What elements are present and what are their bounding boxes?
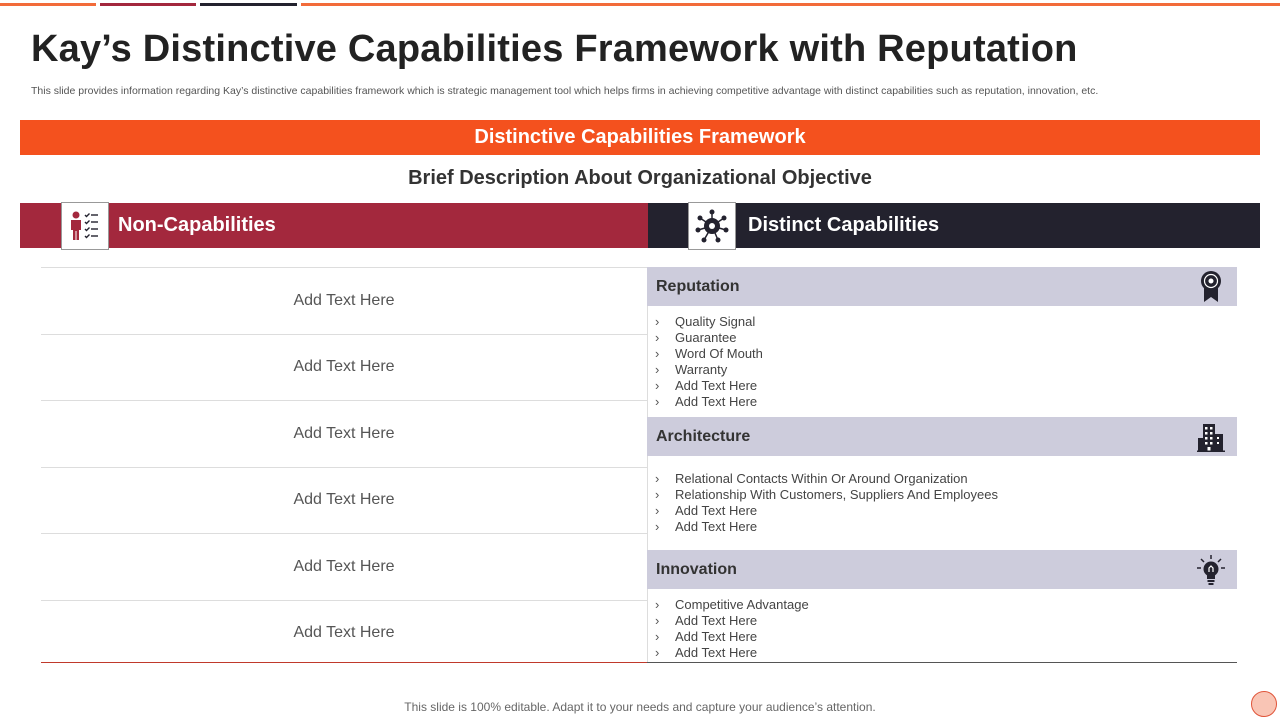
network-gear-icon [688,202,736,250]
section-bullets [647,306,1237,417]
non-capability-row: Add Text Here [41,467,647,534]
section-innovation [647,550,1237,663]
left-bottom-divider [41,662,647,663]
person-checklist-icon [61,202,109,250]
distinct-capabilities-list [647,267,1237,663]
non-capability-row: Add Text Here [41,533,647,600]
list-item: › Add Text Here [655,629,1237,645]
objective-heading: Brief Description About Organizational Objective [408,167,872,189]
list-item: › Add Text Here [655,394,1237,410]
building-icon [1197,420,1225,453]
non-capabilities-header [20,203,648,248]
section-title: Reputation [656,278,740,295]
non-capability-row: Add Text Here [41,267,647,334]
page-title: Kay’s Distinctive Capabilities Framework with Reputation [31,28,1078,70]
section-title: Innovation [656,561,737,578]
non-capability-row: Add Text Here [41,334,647,401]
section-header [647,267,1237,306]
top-accent-bar-3 [200,3,297,6]
section-bullets [647,589,1237,663]
non-capabilities-list [41,267,647,666]
non-capability-row: Add Text Here [41,600,647,667]
non-capabilities-label: Non-Capabilities [118,214,276,236]
list-item: › Competitive Advantage [655,597,1237,613]
section-bullets [647,456,1237,550]
list-item: › Add Text Here [655,503,1237,519]
section-header [647,417,1237,456]
top-accent-bar-1 [0,3,96,6]
distinct-capabilities-label: Distinct Capabilities [748,214,940,236]
list-item: › Add Text Here [655,519,1237,535]
framework-banner: Distinctive Capabilities Framework [20,120,1260,155]
list-item: › Relationship With Customers, Suppliers And Employees [655,487,1237,503]
section-title: Architecture [656,428,751,445]
corner-decoration [1251,691,1277,717]
list-item: › Add Text Here [655,645,1237,661]
list-item: › Warranty [655,362,1237,378]
section-architecture [647,417,1237,550]
right-bottom-divider [647,662,1237,663]
footer-note: This slide is 100% editable. Adapt it to your needs and capture your audience’s attention. [404,700,876,714]
list-item: › Add Text Here [655,378,1237,394]
section-header [647,550,1237,589]
list-item: › Guarantee [655,330,1237,346]
award-ribbon-icon [1197,270,1225,303]
section-reputation [647,267,1237,417]
top-accent-bar-2 [100,3,196,6]
page-subtitle: This slide provides information regarding Kay’s distinctive capabilities framework which is strategic management tool which helps firms in achieving competitive advantage with distinct capabilities such as reputation, innovation, etc. [31,85,1099,97]
list-item: › Relational Contacts Within Or Around Organization [655,471,1237,487]
non-capability-row: Add Text Here [41,400,647,467]
distinct-capabilities-header [648,203,1260,248]
list-item: › Add Text Here [655,613,1237,629]
list-item: › Word Of Mouth [655,346,1237,362]
top-accent-bar-4 [301,3,1280,6]
list-item: › Quality Signal [655,314,1237,330]
lightbulb-icon [1197,553,1225,586]
